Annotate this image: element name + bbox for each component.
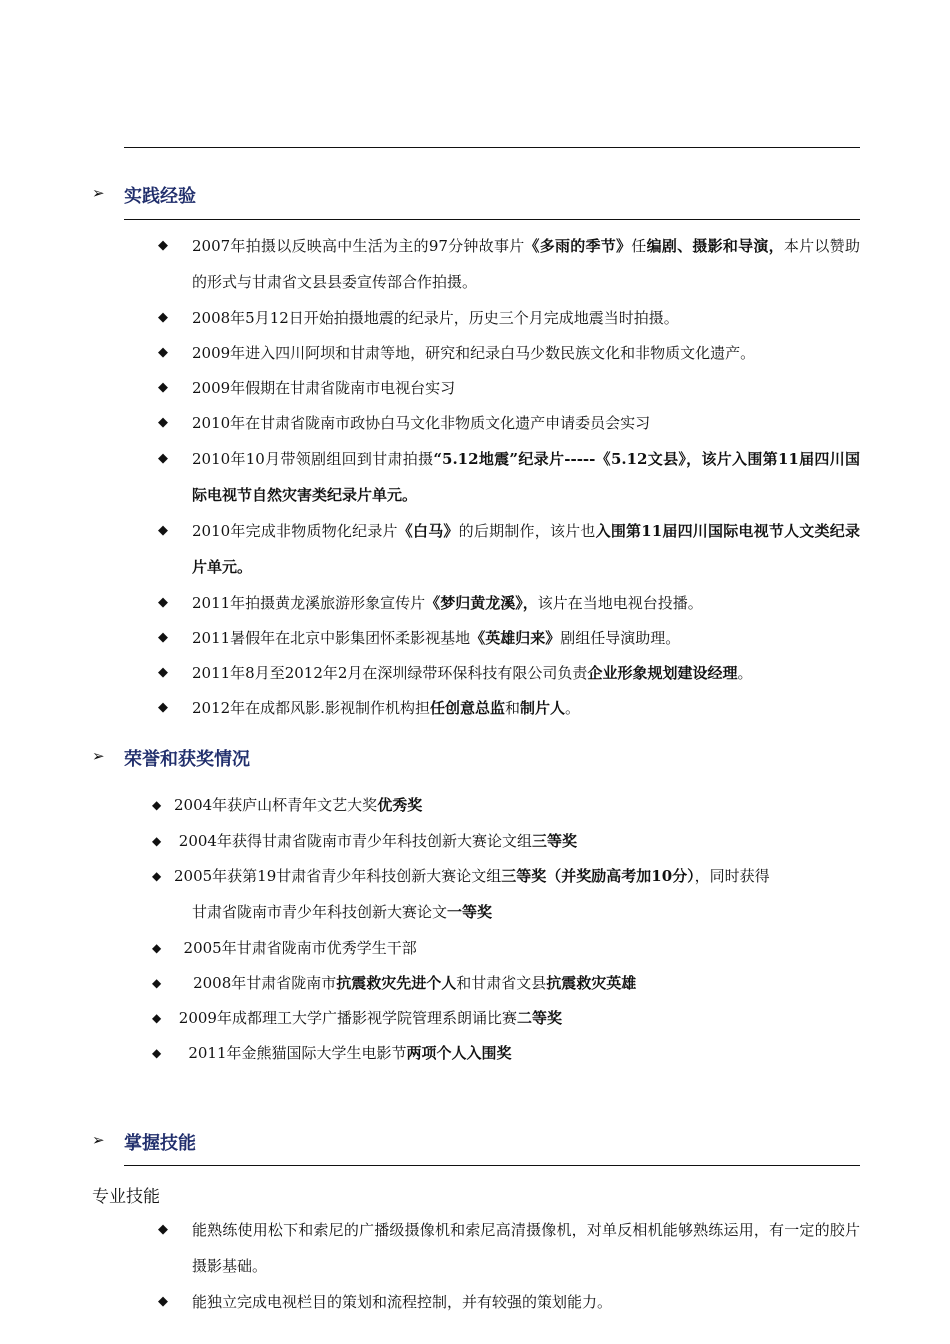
list-item-text: 2010年完成非物质物化纪录片《白马》的后期制作，该片也入围第11届四川国际电视节人文类纪录片单元。: [192, 522, 860, 576]
list-item-text: 2009年成都理工大学广播影视学院管理系朗诵比赛二等奖: [174, 1009, 562, 1027]
honor-item: [152, 965, 860, 1001]
top-rule: [124, 147, 860, 148]
list-item-text: 2012年在成都风影.影视制作机构担任创意总监和制片人。: [192, 699, 581, 717]
practice-item: [158, 513, 860, 585]
list-item-text: 2010年10月带领剧组回到甘肃拍摄“5.12地震”纪录片-----《5.12文县》，该片入围第11届四川国际电视节自然灾害类纪录片单元。: [192, 450, 860, 504]
list-item-text: 2008年5月12日开始拍摄地震的纪录片，历史三个月完成地震当时拍摄。: [192, 309, 679, 327]
practice-item: [158, 690, 860, 726]
diamond-bullet-icon: ◆: [158, 345, 168, 360]
section-rule-practice: [124, 219, 860, 220]
list-item-text: 2011年金熊猫国际大学生电影节两项个人入围奖: [174, 1044, 512, 1062]
list-item-text: 2011年拍摄黄龙溪旅游形象宣传片《梦归黄龙溪》，该片在当地电视台投播。: [192, 594, 703, 612]
diamond-bullet-icon: ◆: [158, 1294, 168, 1309]
list-item-text: 2008年甘肃省陇南市抗震救灾先进个人和甘肃省文县抗震救灾英雄: [174, 974, 637, 992]
diamond-bullet-icon: ◆: [152, 1011, 162, 1025]
practice-item: [158, 405, 860, 441]
subheading-professional-skills: 专业技能: [92, 1187, 160, 1207]
practice-item: [158, 441, 860, 513]
section-rule-skills: [124, 1165, 860, 1166]
diamond-bullet-icon: ◆: [158, 523, 168, 538]
section-title-skills: 掌握技能: [124, 1133, 196, 1154]
list-item-text: 能熟练使用松下和索尼的广播级摄像机和索尼高清摄像机，对单反相机能够熟练运用，有一定的胶片摄影基础。: [192, 1221, 860, 1275]
list-item-text: 2011年8月至2012年2月在深圳绿带环保科技有限公司负责企业形象规划建设经理。: [192, 664, 753, 682]
honor-item: [152, 1035, 860, 1071]
practice-item: [158, 370, 860, 406]
diamond-bullet-icon: ◆: [152, 976, 162, 990]
practice-item: [158, 335, 860, 371]
honor-item: [152, 930, 860, 966]
list-item-text: 2005年获第19甘肃省青少年科技创新大赛论文组三等奖（并奖励高考加10分），同时获得: [174, 867, 770, 885]
list-item-text: 能独立完成电视栏目的策划和流程控制，并有较强的策划能力。: [192, 1293, 613, 1311]
diamond-bullet-icon: ◆: [158, 630, 168, 645]
section-title-honors: 荣誉和获奖情况: [124, 749, 250, 770]
diamond-bullet-icon: ◆: [152, 941, 162, 955]
list-item-text: 2009年假期在甘肃省陇南市电视台实习: [192, 379, 456, 397]
diamond-bullet-icon: ◆: [152, 869, 162, 883]
practice-item: [158, 300, 860, 336]
diamond-bullet-icon: ◆: [158, 415, 168, 430]
list-item-text: 2004年获庐山杯青年文艺大奖优秀奖: [174, 796, 423, 814]
list-item-text: 2007年拍摄以反映高中生活为主的97分钟故事片《多雨的季节》任编剧、摄影和导演，本片以赞助的形式与甘肃省文县县委宣传部合作拍摄。: [192, 237, 860, 291]
practice-item: [158, 620, 860, 656]
list-item-text: 2010年在甘肃省陇南市政协白马文化非物质文化遗产申请委员会实习: [192, 414, 651, 432]
skill-item: [158, 1284, 860, 1320]
practice-item: [158, 655, 860, 691]
diamond-bullet-icon: ◆: [158, 595, 168, 610]
list-item-continuation: 甘肃省陇南市青少年科技创新大赛论文一等奖: [192, 903, 493, 921]
honor-item: [152, 1000, 860, 1036]
diamond-bullet-icon: ◆: [158, 310, 168, 325]
diamond-bullet-icon: ◆: [152, 1046, 162, 1060]
list-item-text: 2004年获得甘肃省陇南市青少年科技创新大赛论文组三等奖: [174, 832, 577, 850]
diamond-bullet-icon: ◆: [158, 1222, 168, 1237]
section-arrow-icon: ➢: [92, 1131, 105, 1149]
diamond-bullet-icon: ◆: [158, 451, 168, 466]
diamond-bullet-icon: ◆: [152, 834, 162, 848]
section-arrow-icon: ➢: [92, 184, 105, 202]
list-item-text: 2005年甘肃省陇南市优秀学生干部: [174, 939, 417, 957]
section-arrow-icon: ➢: [92, 747, 105, 765]
diamond-bullet-icon: ◆: [158, 665, 168, 680]
list-item-text: 2011暑假年在北京中影集团怀柔影视基地《英雄归来》剧组任导演助理。: [192, 629, 681, 647]
list-item-text: 2009年进入四川阿坝和甘肃等地，研究和纪录白马少数民族文化和非物质文化遗产。: [192, 344, 756, 362]
honor-item: [152, 787, 860, 823]
skill-item: [158, 1212, 860, 1284]
diamond-bullet-icon: ◆: [158, 238, 168, 253]
practice-item: [158, 228, 860, 300]
diamond-bullet-icon: ◆: [158, 700, 168, 715]
diamond-bullet-icon: ◆: [158, 380, 168, 395]
honor-item: [152, 823, 860, 859]
section-title-practice: 实践经验: [124, 186, 196, 207]
honor-item: [152, 858, 860, 930]
practice-item: [158, 585, 860, 621]
diamond-bullet-icon: ◆: [152, 798, 162, 812]
